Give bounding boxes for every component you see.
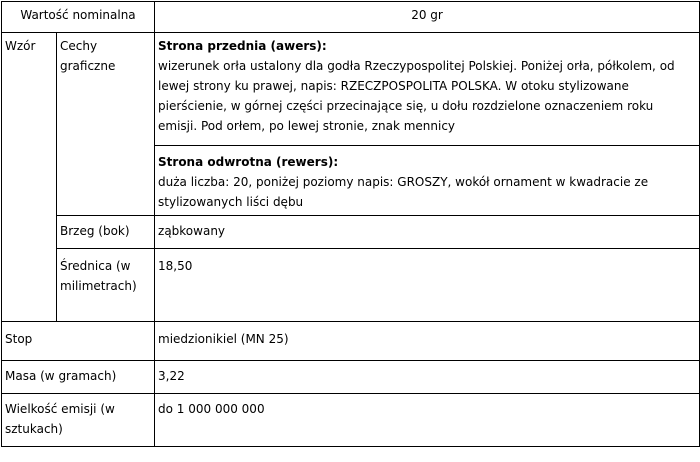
obverse-cell (155, 33, 700, 146)
issue-size-label: Wielkość emisji (w sztukach) (2, 394, 155, 447)
nominal-value-label: Wartość nominalna (2, 2, 155, 33)
design-label: Wzór (2, 33, 57, 322)
obverse-title: Strona przednia (awers): (158, 39, 327, 53)
mass-label: Masa (w gramach) (2, 361, 155, 394)
diameter-label: Średnica (w milimetrach) (57, 249, 155, 322)
row-alloy (2, 322, 700, 361)
row-edge (2, 216, 700, 249)
coin-spec-table (1, 1, 700, 447)
row-nominal-value (2, 2, 700, 33)
nominal-value: 20 gr (155, 2, 700, 33)
diameter-value: 18,50 (155, 249, 700, 322)
reverse-description: duża liczba: 20, poniżej poziomy napis: GROSZY, wokół ornament w kwadracie ze stylizowanych liści dębu (158, 175, 649, 209)
obverse-description: wizerunek orła ustalony dla godła Rzeczypospolitej Polskiej. Poniżej orła, półkolem, od lewej strony ku prawej, napis: RZECZPOSPOLITA POLSKA. W otoku stylizowane pierścienie, w górnej części przecinające się, u dołu rozdzielone oznaczeniem roku emisji. Pod orłem, po lewej stronie, znak mennicy (158, 59, 675, 133)
graphic-features-label: Cechy graficzne (57, 33, 155, 216)
edge-label: Brzeg (bok) (57, 216, 155, 249)
reverse-cell (155, 146, 700, 216)
reverse-title: Strona odwrotna (rewers): (158, 155, 339, 169)
issue-size-value: do 1 000 000 000 (155, 394, 700, 447)
row-issue-size (2, 394, 700, 447)
edge-value: ząbkowany (155, 216, 700, 249)
alloy-label: Stop (2, 322, 155, 361)
row-mass (2, 361, 700, 394)
row-diameter (2, 249, 700, 322)
row-obverse (2, 33, 700, 146)
mass-value: 3,22 (155, 361, 700, 394)
alloy-value: miedzionikiel (MN 25) (155, 322, 700, 361)
